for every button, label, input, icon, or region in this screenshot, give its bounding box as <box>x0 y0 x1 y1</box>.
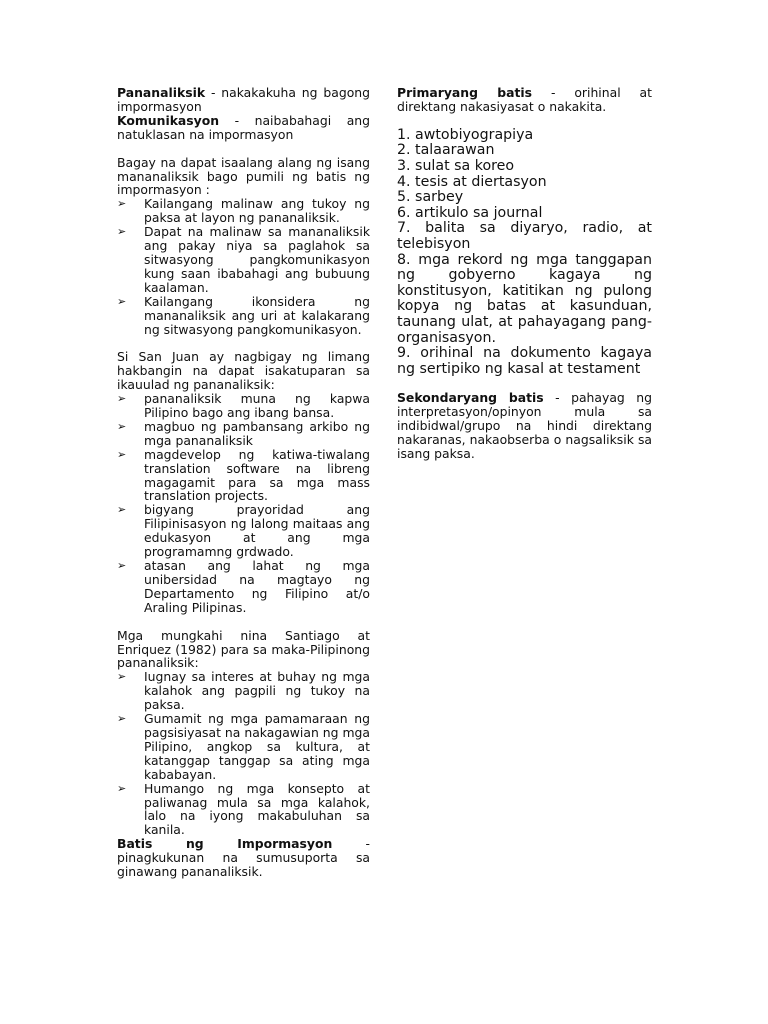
definition-pananaliksik <box>117 86 370 114</box>
definition-text: - pinagkukunan na sumusuporta sa ginawang pananaliksik. <box>117 836 370 880</box>
arrow-bullet-icon: ➢ <box>117 225 127 239</box>
definition-batis <box>117 837 370 879</box>
list-item: ➢ Gumamit ng mga pamamaraan ng pagsisiyasat na nakagawian ng mga Pilipino, angkop sa kultura, at katanggap tanggap sa ating mga kababayan. <box>117 711 370 782</box>
list-item: 3. sulat sa koreo <box>397 158 515 174</box>
term-batis: Batis ng Impormasyon <box>117 836 333 852</box>
arrow-bullet-icon: ➢ <box>117 670 127 684</box>
list-item: 7. balita sa diyaryo, radio, at telebisyon <box>397 220 652 252</box>
list-item: 2. talaarawan <box>397 142 495 159</box>
definition-text: - naibabahagi ang natuklasan na impormasyon <box>117 112 370 142</box>
term-komunikasyon: Komunikasyon <box>117 112 220 128</box>
definition-primaryang-batis <box>397 86 652 114</box>
primary-sources-list <box>397 128 652 378</box>
left-column <box>117 86 370 879</box>
arrow-bullet-icon: ➢ <box>117 781 127 795</box>
right-column <box>397 86 652 461</box>
section1-intro: Bagay na dapat isaalang alang ng isang mananaliksik bago pumili ng batis ng impormasyon : <box>117 154 370 198</box>
list-item: ➢ Dapat na malinaw sa mananaliksik ang pakay niya sa paglahok sa sitwasyong pangkomunikasyon kung saan ibabahagi ang bubuung kaalaman. <box>117 224 370 295</box>
list-item: ➢ atasan ang lahat ng mga unibersidad na magtayo ng Departamento ng Filipino at/o Araling Pilipinas. <box>117 558 370 615</box>
arrow-bullet-icon: ➢ <box>117 197 127 211</box>
term-pananaliksik: Pananaliksik <box>117 85 206 100</box>
definition-text: - pahayag ng interpretasyon/opinyon mula sa indibidwal/grupo na hindi direktang nakaranas, nakaobserba o nagsaliksik sa isang paksa. <box>397 390 652 461</box>
list-item: ➢ pananaliksik muna ng kapwa Pilipino bago ang ibang bansa. <box>117 391 370 421</box>
arrow-bullet-icon: ➢ <box>117 447 127 461</box>
section3-intro: Mga mungkahi nina Santiago at Enriquez (1982) para sa maka-Pilipinong pananaliksik: <box>117 627 370 671</box>
definition-text: - orihinal at direktang nakasiyasat o nakakita. <box>397 85 653 114</box>
list-item: 5. sarbey <box>397 189 464 206</box>
term-primaryang-batis: Primaryang batis <box>397 85 533 100</box>
term-sekondaryang-batis: Sekondaryang batis <box>397 390 544 406</box>
arrow-bullet-icon: ➢ <box>117 294 127 308</box>
list-item: ➢ Kailangang malinaw ang tukoy ng paksa at layon ng pananaliksik. <box>117 196 370 226</box>
list-item: 6. artikulo sa journal <box>397 204 543 221</box>
section1-list <box>117 197 370 336</box>
list-item: ➢ Kailangang ikonsidera ng mananaliksik ang uri at kalakarang ng sitwasyong pangkomunikasyon. <box>117 293 370 337</box>
section2-list <box>117 392 370 615</box>
list-item: 1. awtobiyograpiya <box>397 126 534 143</box>
definition-text: - nakakakuha ng bagong impormasyon <box>117 85 370 114</box>
list-item: 9. orihinal na dokumento kagaya ng sertipiko ng kasal at testament <box>397 345 652 377</box>
list-item: ➢ magdevelop ng katiwa-tiwalang translation software na libreng magagamit para sa mga mass translation projects. <box>117 446 370 504</box>
list-item: ➢ Humango ng mga konsepto at paliwanag mula sa mga kalahok, lalo na iyong makabuluhan sa kanila. <box>117 780 370 838</box>
list-item: ➢ bigyang prayoridad ang Filipinisasyon ng lalong maitaas ang edukasyon at ang mga programamng grdwado. <box>117 502 370 560</box>
definition-sekondaryang-batis <box>397 391 652 461</box>
arrow-bullet-icon: ➢ <box>117 559 127 572</box>
list-item: 8. mga rekord ng mga tanggapan ng gobyerno kagaya ng konstitusyon, katitikan ng pulong kopya ng batas at kasunduan, taunang ulat, at pahayagang pang-organisasyon. <box>397 251 652 346</box>
section3-list <box>117 670 370 837</box>
list-item: ➢ Iugnay sa interes at buhay ng mga kalahok ang pagpili ng tukoy na paksa. <box>117 669 370 713</box>
section2-intro: Si San Juan ay nagbigay ng limang hakbangin na dapat isakatuparan sa ikauulad ng pananaliksik: <box>117 349 370 393</box>
list-item: ➢ magbuo ng pambansang arkibo ng mga pananaliksik <box>117 418 370 448</box>
arrow-bullet-icon: ➢ <box>117 503 127 517</box>
arrow-bullet-icon: ➢ <box>117 392 127 406</box>
arrow-bullet-icon: ➢ <box>117 419 127 433</box>
definition-komunikasyon <box>117 114 370 142</box>
list-item: 4. tesis at diertasyon <box>397 173 547 190</box>
arrow-bullet-icon: ➢ <box>117 712 127 726</box>
